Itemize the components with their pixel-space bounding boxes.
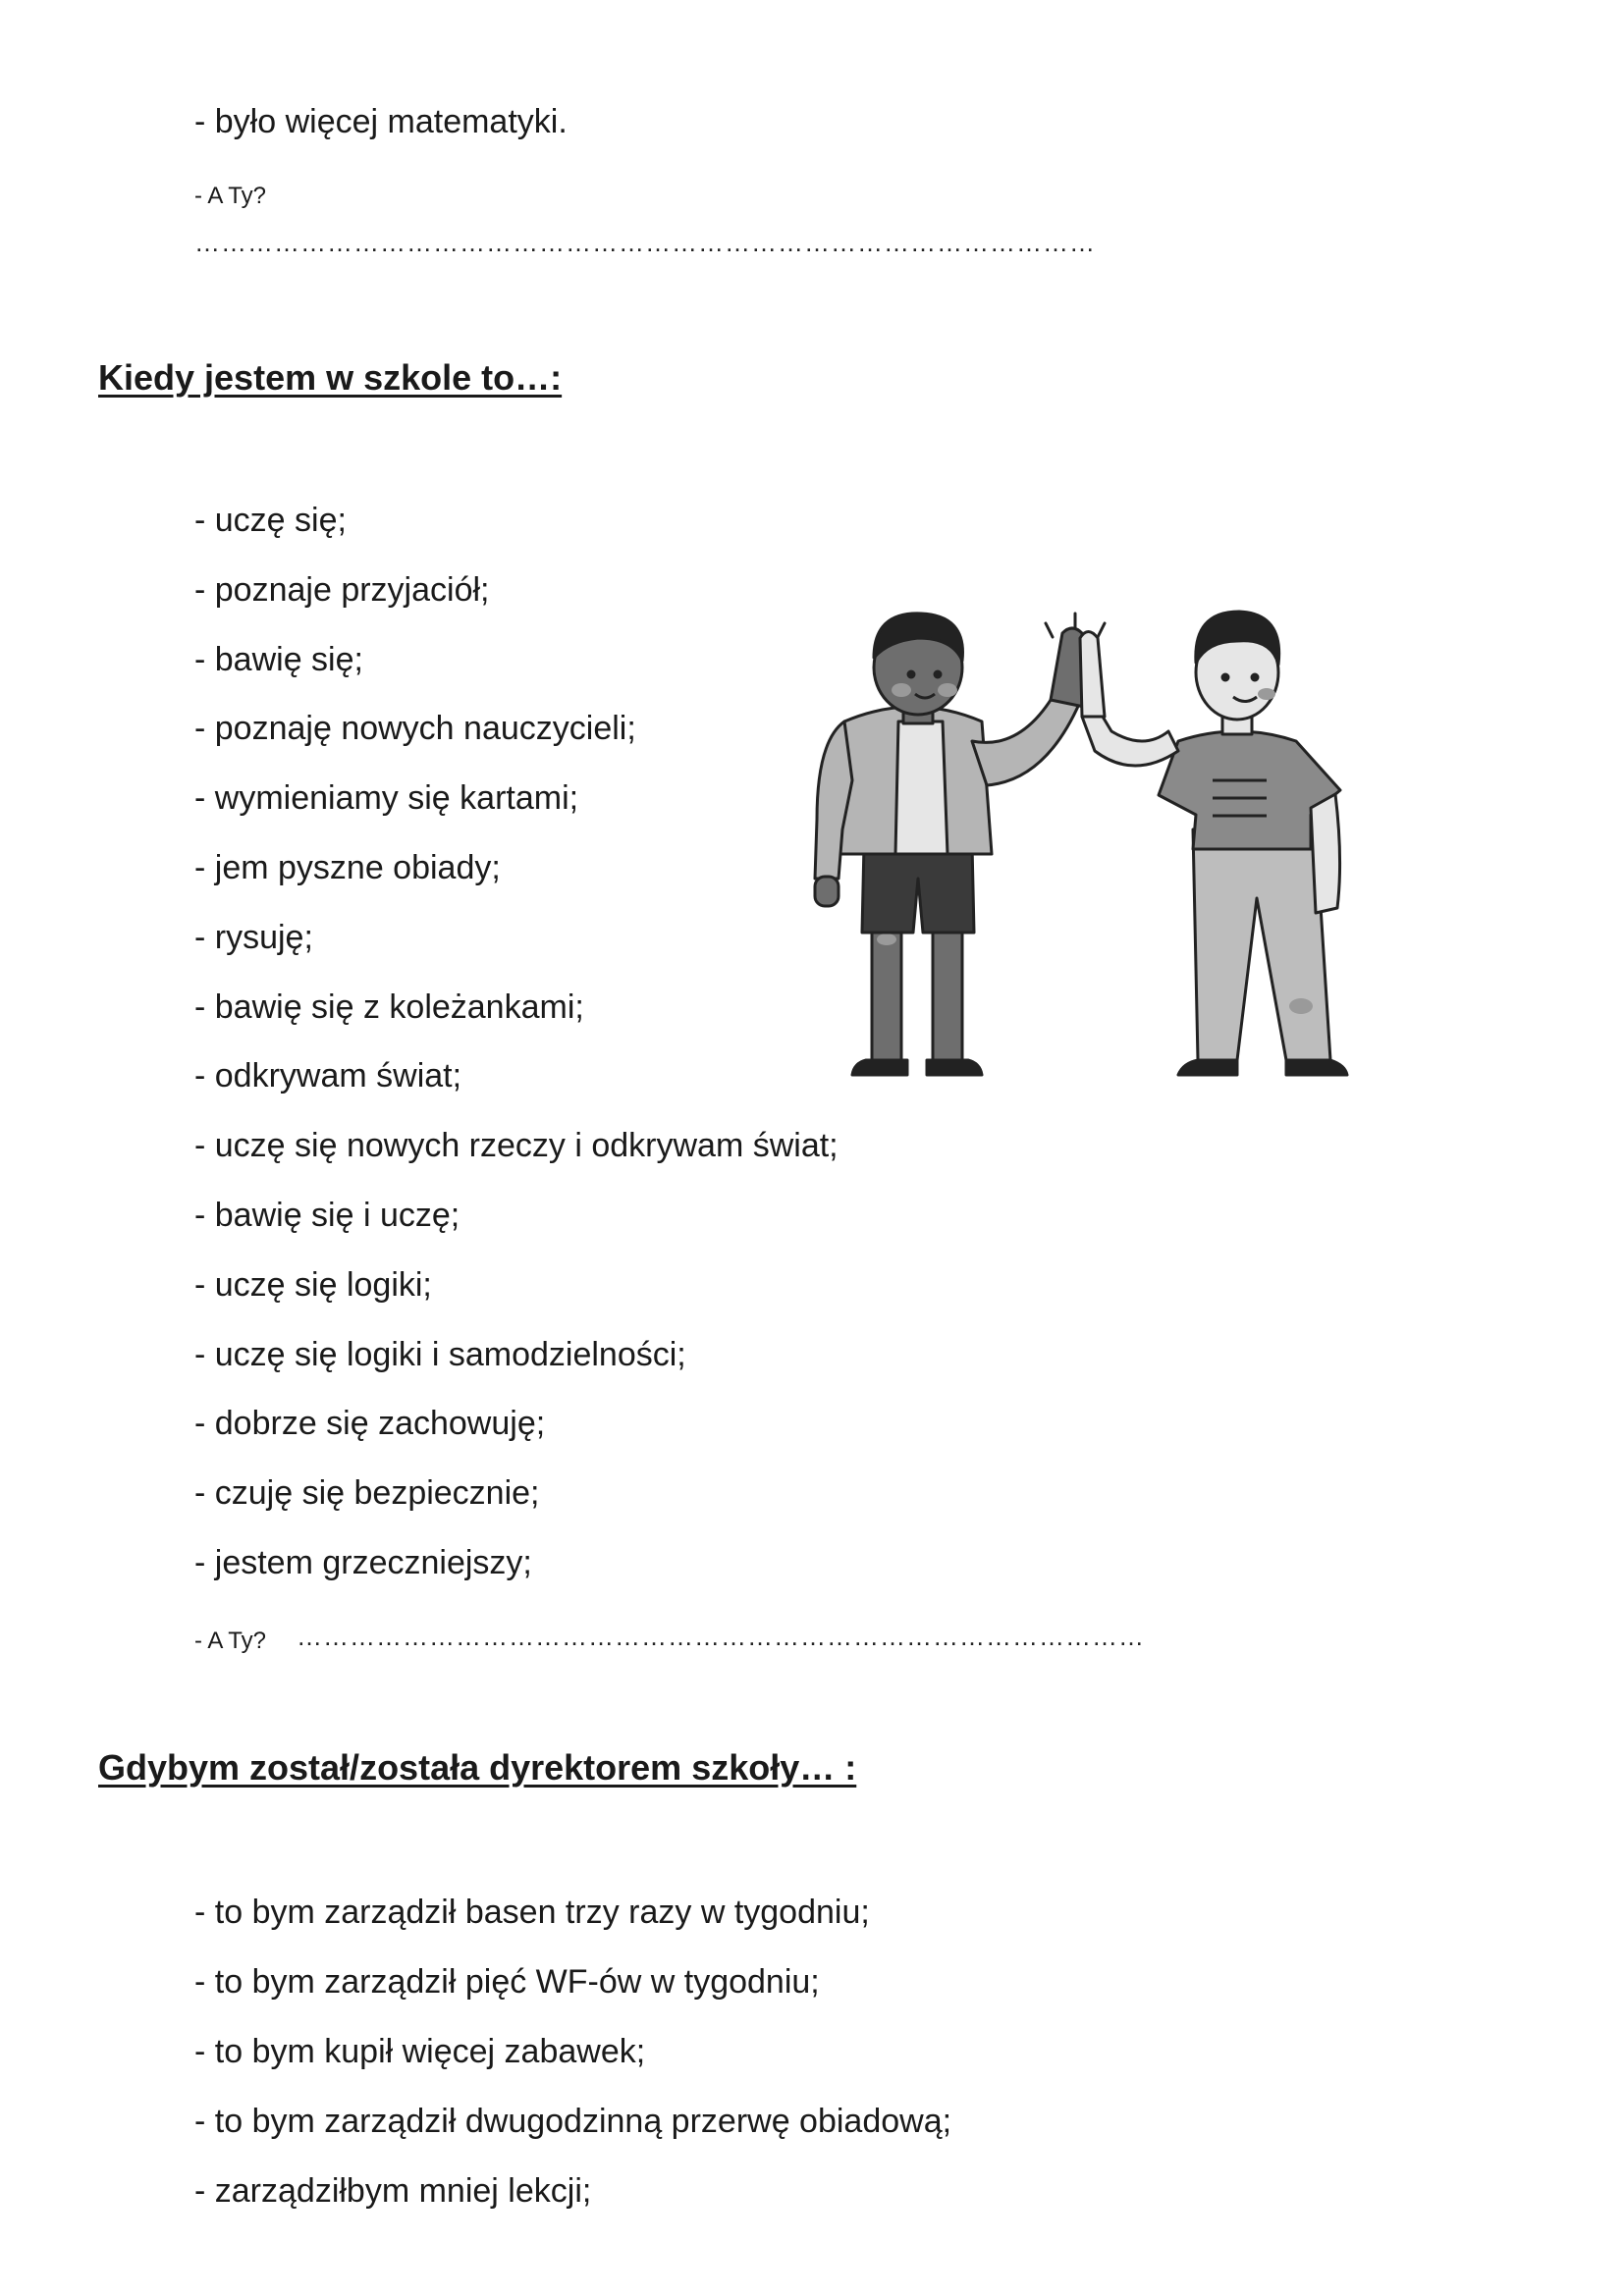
section-heading-director: Gdybym został/została dyrektorem szkoły… : <box>98 1747 857 1788</box>
list-item: - jem pyszne obiady; <box>194 849 501 886</box>
list-item: - uczę się logiki i samodzielności; <box>194 1336 686 1373</box>
list-item: - bawię się z koleżankami; <box>194 988 584 1026</box>
list-item: - poznaję nowych nauczycieli; <box>194 710 636 747</box>
list-item: - bawię się; <box>194 641 363 678</box>
right-boy-figure <box>1080 612 1347 1075</box>
list-item: - dobrze się zachowuję; <box>194 1405 546 1442</box>
list-item: - bawię się i uczę; <box>194 1197 460 1234</box>
list-item: - to bym zarządził pięć WF-ów w tygodniu; <box>194 1963 820 2001</box>
list-item: - to bym kupił więcej zabawek; <box>194 2033 646 2070</box>
list-item: - czuję się bezpiecznie; <box>194 1474 540 1512</box>
answer-line: ………………………………………………………………………………………… <box>194 228 1096 257</box>
answer-prompt: - A Ty? <box>194 1628 266 1654</box>
list-item: - zarządziłbym mniej lekcji; <box>194 2172 592 2210</box>
list-item: - było więcej matematyki. <box>194 103 568 140</box>
list-item: - uczę się; <box>194 502 347 539</box>
answer-line: …………………………………………………………………………………… <box>297 1622 1145 1651</box>
two-boys-high-five-illustration <box>805 584 1404 1085</box>
list-item: - wymieniamy się kartami; <box>194 779 579 817</box>
list-item: - poznaje przyjaciół; <box>194 571 490 609</box>
list-item: - uczę się nowych rzeczy i odkrywam świat; <box>194 1127 839 1164</box>
list-item: - odkrywam świat; <box>194 1057 462 1095</box>
answer-prompt: - A Ty? <box>194 183 266 209</box>
list-item: - to bym zarządził dwugodzinną przerwę obiadową; <box>194 2103 952 2140</box>
list-item: - rysuję; <box>194 919 313 956</box>
section-heading-school: Kiedy jestem w szkole to…: <box>98 357 563 398</box>
list-item: - uczę się logiki; <box>194 1266 432 1304</box>
left-boy-figure <box>815 614 1084 1075</box>
list-item: - jestem grzeczniejszy; <box>194 1544 532 1581</box>
list-item: - to bym zarządził basen trzy razy w tygodniu; <box>194 1894 870 1931</box>
